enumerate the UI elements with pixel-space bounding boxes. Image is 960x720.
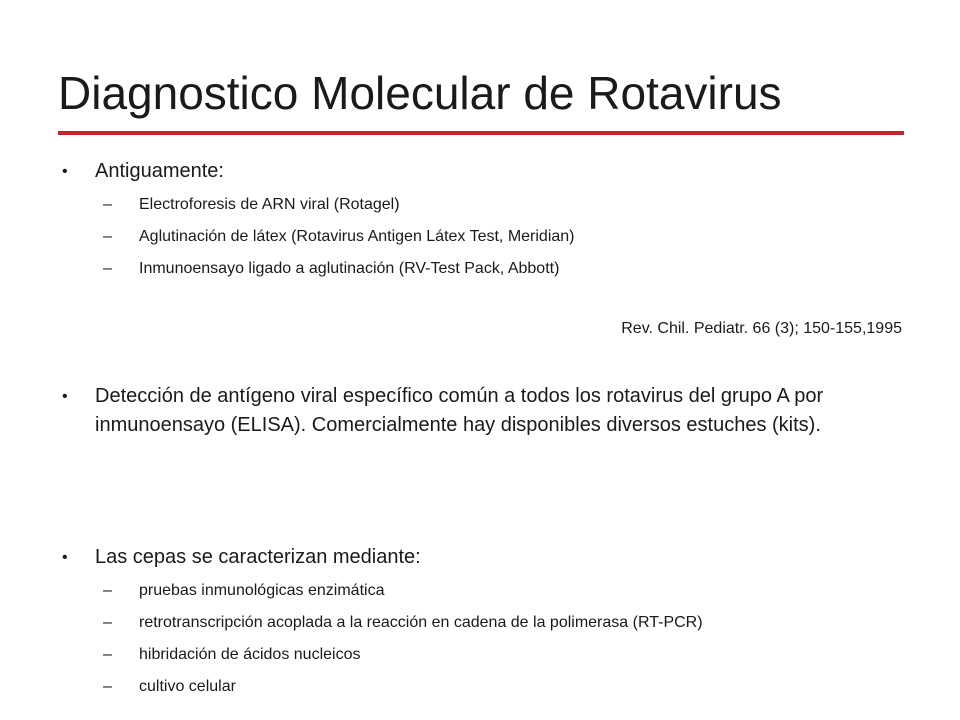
dash: – [103,614,112,631]
sub-item-text: hibridación de ácidos nucleicos [139,646,361,663]
dash: – [103,260,112,277]
reference-citation: Rev. Chil. Pediatr. 66 (3); 150-155,1995 [621,320,902,337]
bullet-dot: • [62,163,68,180]
dash: – [103,196,112,213]
bullet-dot: • [62,388,68,405]
bullet-dot: • [62,549,68,566]
sub-item-text: retrotranscripción acoplada a la reacción en cadena de la polimerasa (RT-PCR) [139,614,703,631]
title-underline [58,131,904,135]
bullet-text: Detección de antígeno viral específico común a todos los rotavirus del grupo A por inmunoensayo (ELISA). Comercialmente hay disponibles diversos estuches (kits). [95,385,824,436]
dash: – [103,678,112,695]
sub-item-text: Inmunoensayo ligado a aglutinación (RV-Test Pack, Abbott) [139,260,560,277]
slide-title: Diagnostico Molecular de Rotavirus [58,67,782,119]
sub-item-text: Electroforesis de ARN viral (Rotagel) [139,196,400,213]
dash: – [103,646,112,663]
sub-item-text: pruebas inmunológicas enzimática [139,582,385,599]
bullet-text: Antiguamente: [95,160,224,182]
sub-item-text: cultivo celular [139,678,236,695]
bullet-text: Las cepas se caracterizan mediante: [95,546,421,568]
dash: – [103,228,112,245]
sub-item-text: Aglutinación de látex (Rotavirus Antigen Látex Test, Meridian) [139,228,575,245]
dash: – [103,582,112,599]
